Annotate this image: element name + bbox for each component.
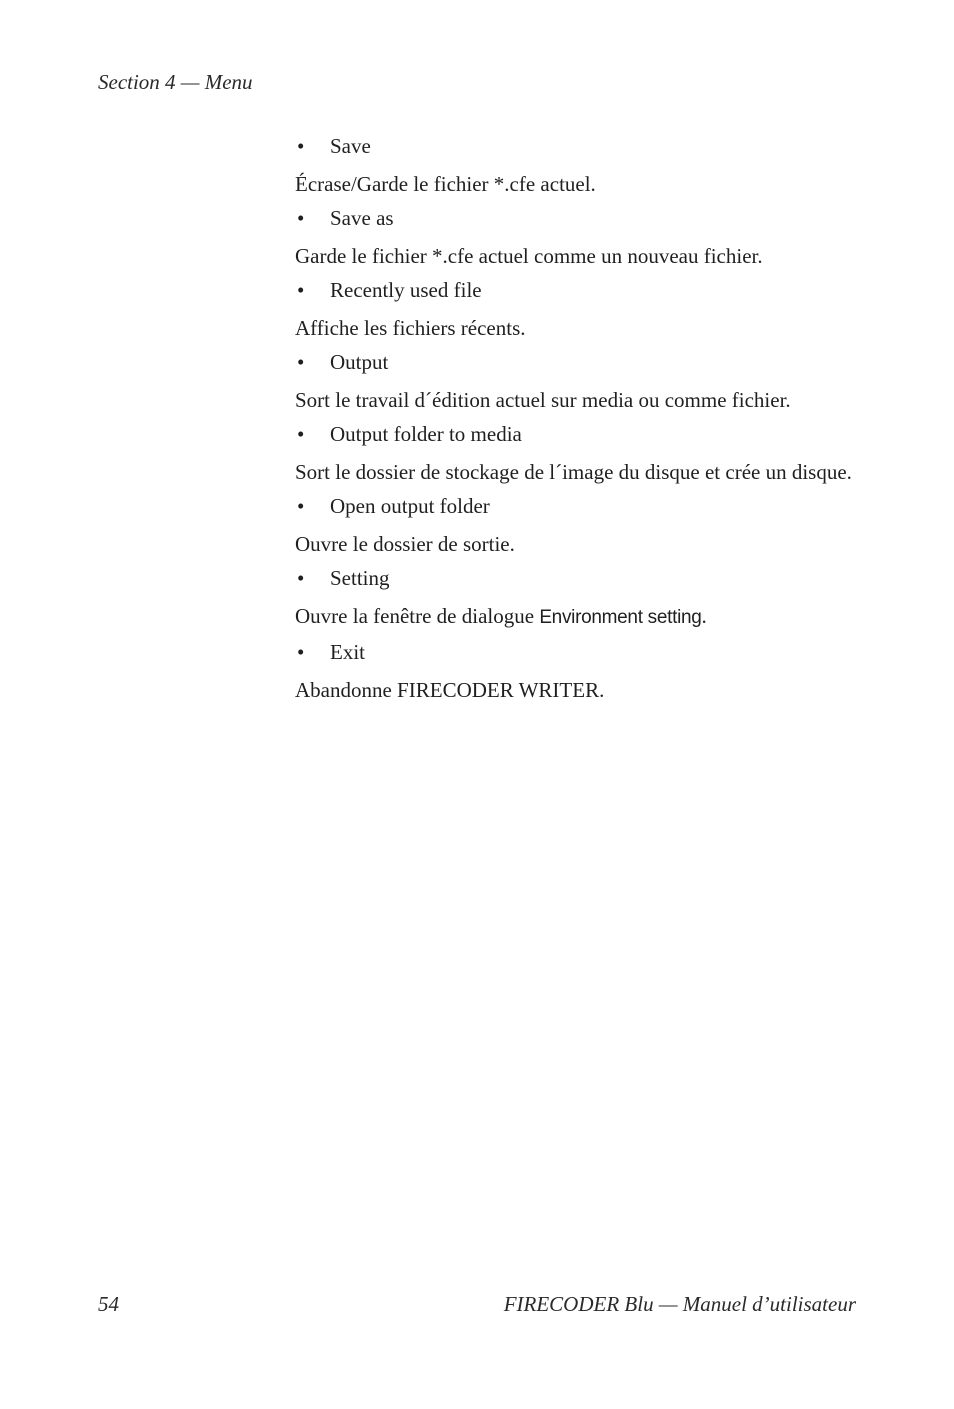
bullet: •: [297, 494, 305, 518]
list-item-output-folder-to-media: [295, 421, 865, 447]
ui-element-name: Environment setting: [539, 607, 702, 628]
list-item-output: [295, 349, 865, 375]
running-header: Section 4 — Menu: [98, 70, 253, 94]
item-label: Setting: [330, 566, 390, 590]
list-item-save: [295, 133, 865, 159]
item-label: Output folder to media: [330, 422, 522, 446]
bullet: •: [297, 134, 305, 158]
item-label: Recently used file: [330, 278, 482, 302]
item-label: Save: [330, 134, 371, 158]
bullet: •: [297, 278, 305, 302]
item-description: Sort le dossier de stockage de l´image du disque et crée un disque.: [295, 460, 852, 484]
menu-description-list: [295, 133, 865, 711]
description-text: .: [701, 604, 707, 628]
list-item-open-output-folder: [295, 493, 865, 519]
list-item-setting: [295, 565, 865, 591]
item-description: Ouvre le dossier de sortie.: [295, 532, 515, 556]
item-description: Sort le travail d´édition actuel sur media ou comme fichier.: [295, 388, 791, 412]
item-label: Save as: [330, 206, 394, 230]
bullet: •: [297, 350, 305, 374]
item-description: Abandonne FIRECODER WRITER.: [295, 678, 605, 702]
running-footer-title: FIRECODER Blu — Manuel d’utilisateur: [503, 1292, 856, 1316]
bullet: •: [297, 206, 305, 230]
bullet: •: [297, 422, 305, 446]
list-item-exit: [295, 639, 865, 665]
item-description: Affiche les fichiers récents.: [295, 316, 526, 340]
description-text: Ouvre la fenêtre de dialogue: [295, 604, 540, 628]
bullet: •: [297, 566, 305, 590]
item-label: Output: [330, 350, 389, 374]
item-description: Écrase/Garde le fichier *.cfe actuel.: [295, 172, 596, 196]
bullet: •: [297, 640, 305, 664]
list-item-recently-used-file: [295, 277, 865, 303]
item-label: Exit: [330, 640, 365, 664]
list-item-save-as: [295, 205, 865, 231]
page-number: 54: [98, 1292, 119, 1316]
item-label: Open output folder: [330, 494, 490, 518]
item-description: [295, 603, 865, 631]
item-description: Garde le fichier *.cfe actuel comme un nouveau fichier.: [295, 244, 763, 268]
